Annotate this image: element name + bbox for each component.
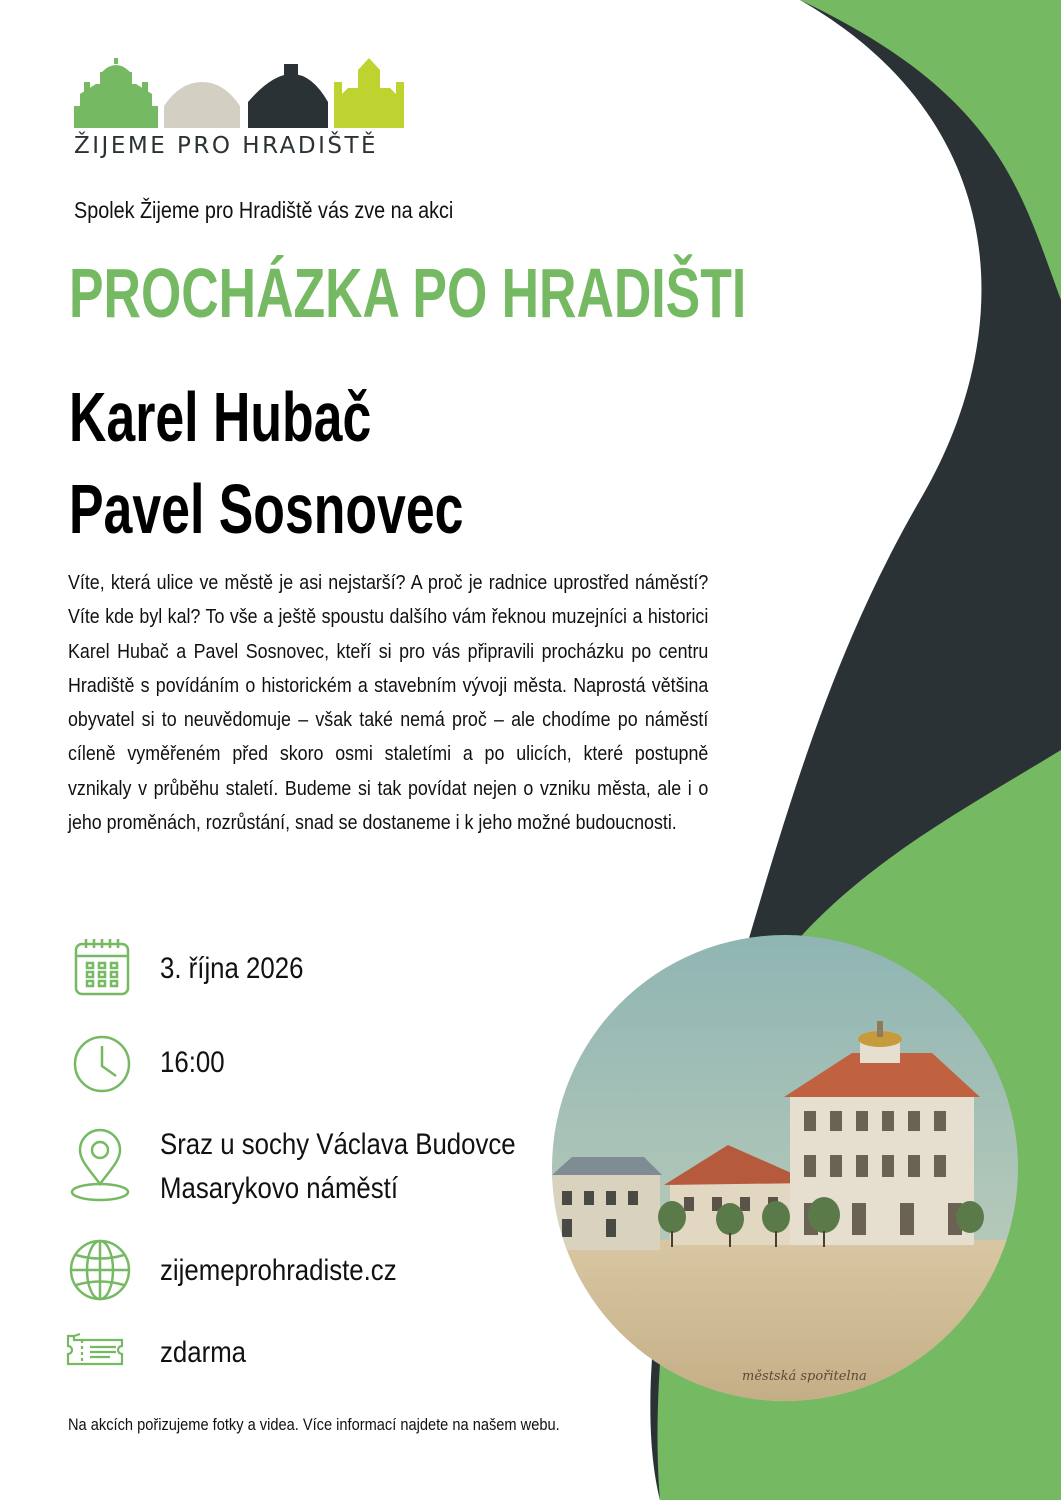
- logo-text: ŽIJEME PRO HRADIŠTĚ: [74, 133, 379, 159]
- logo-building-lime: [334, 58, 404, 128]
- photo-left-building: [552, 1157, 662, 1250]
- ticket-icon: [66, 1332, 130, 1368]
- globe-icon: [68, 1238, 132, 1302]
- event-time: 16:00: [160, 1046, 225, 1079]
- calendar-icon: [72, 936, 132, 998]
- clock-icon: [72, 1034, 132, 1094]
- event-date: 3. října 2026: [160, 952, 304, 985]
- logo-building-dark: [248, 64, 328, 128]
- speaker-name: Pavel Sosnovec: [69, 470, 464, 548]
- footer-note: Na akcích pořizujeme fotky a videa. Více informací najdete na našem webu.: [68, 1415, 560, 1434]
- logo-building-beige: [164, 82, 240, 128]
- organization-logo: [72, 58, 412, 130]
- historic-square-photo: [552, 935, 1018, 1401]
- logo-building-green: [74, 58, 158, 128]
- meeting-square: Masarykovo náměstí: [160, 1172, 399, 1205]
- event-description: Víte, která ulice ve městě je asi nejstarší? A proč je radnice uprostřed náměstí? Víte kde byl kal? To vše a ještě spoustu dalšího vám řeknou muzejníci a historici Karel Hubač a Pavel Sosnovec, kteří si pro vás připravili procházku po centru Hradiště s povídáním o historickém a stavebním vývoji města. Naprostá většina obyvatel si to neuvědomuje – však také nemá proč – ale chodíme po náměstí cíleně vyměřeném před skoro osmi staletími a po ulicích, které postupně vznikaly v průběhu staletí. Budeme si tak povídat nejen o vzniku města, ale i o jeho proměnách, rozrůstání, snad se dostaneme i k jeho možné budoucnosti.: [68, 571, 709, 835]
- location-pin-icon: [68, 1128, 132, 1202]
- event-title: PROCHÁZKA PO HRADIŠTI: [69, 254, 747, 332]
- website-link[interactable]: zijemeprohradiste.cz: [160, 1254, 397, 1287]
- photo-caption: městská spořitelna: [742, 1369, 867, 1384]
- meeting-point: Sraz u sochy Václava Budovce: [160, 1128, 516, 1161]
- speaker-name: Karel Hubač: [69, 378, 372, 456]
- invite-line: Spolek Žijeme pro Hradiště vás zve na akci: [74, 197, 454, 223]
- admission-price: zdarma: [160, 1336, 247, 1369]
